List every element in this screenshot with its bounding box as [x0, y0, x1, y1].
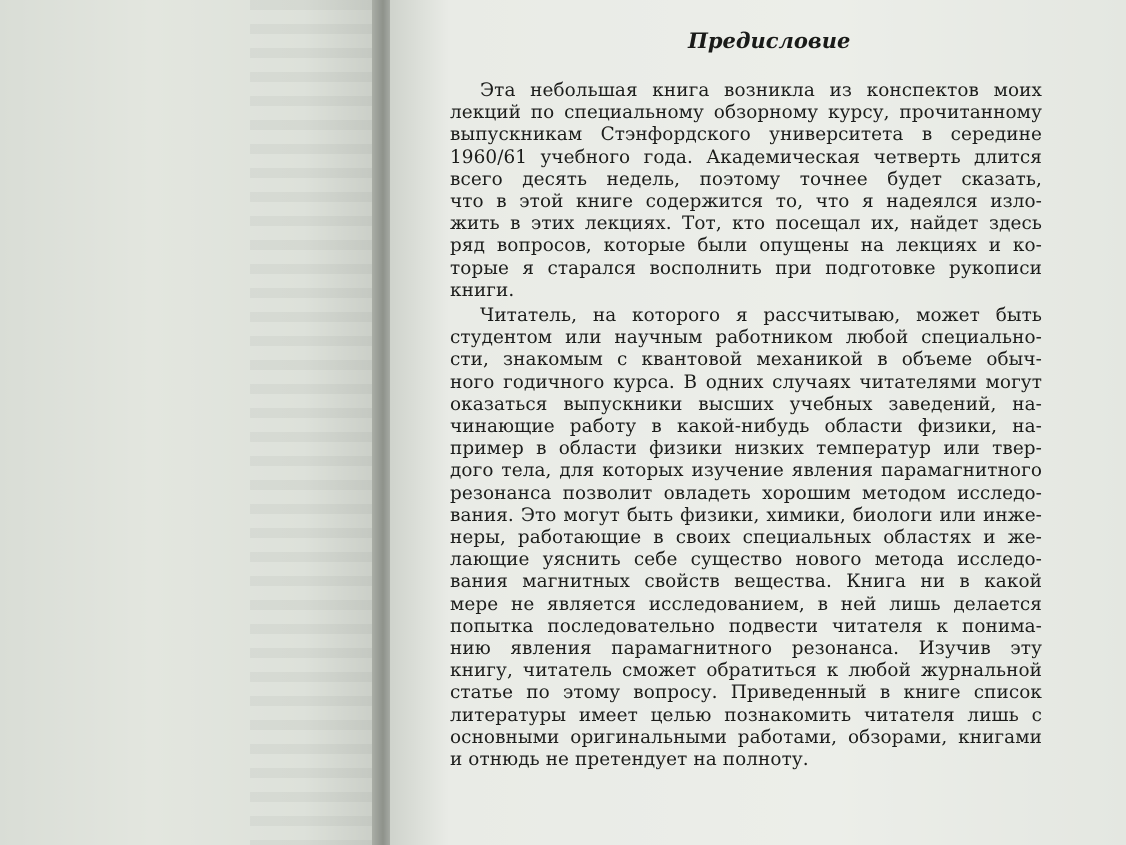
text-line: Эта небольшая книга возникла из конспектов моих — [480, 80, 1042, 101]
text-line: основными оригинальными работами, обзорами, книгами — [450, 726, 1042, 748]
text-line: ного годичного курса. В одних случаях читателями могут — [450, 371, 1042, 393]
text-line: мере не является исследованием, в ней лишь делается — [450, 593, 1042, 615]
text-line: резонанса позволит овладеть хорошим методом исследо- — [450, 482, 1042, 504]
show-through-text — [250, 0, 380, 845]
paragraph-1 — [450, 80, 1042, 302]
text-line: вания магнитных свойств вещества. Книга ни в какой — [450, 571, 1042, 593]
text-line: статье по этому вопросу. Приведенный в книге список — [450, 682, 1042, 704]
text-line: дого тела, для которых изучение явления парамагнитного — [450, 460, 1042, 482]
text-line: ряд вопросов, которые были опущены на лекциях и ко- — [450, 235, 1042, 257]
text-line: нию явления парамагнитного резонанса. Изучив эту — [450, 638, 1042, 660]
paragraph-2 — [450, 305, 1042, 771]
text-line: попытка последовательно подвести читателя к понима- — [450, 615, 1042, 637]
text-line: сти, знакомым с квантовой механикой в объеме обыч- — [450, 349, 1042, 371]
text-line: оказаться выпускники высших учебных заведений, на- — [450, 393, 1042, 415]
text-line: литературы имеет целью познакомить читателя лишь с — [450, 704, 1042, 726]
preface-heading: Предисловие — [688, 28, 851, 53]
text-line: всего десять недель, поэтому точнее будет сказать, — [450, 168, 1042, 190]
text-line: студентом или научным работником любой специально- — [450, 327, 1042, 349]
text-line: и отнюдь не претендует на полноту. — [450, 749, 809, 771]
text-line: вания. Это могут быть физики, химики, биологи или инже- — [450, 504, 1042, 526]
text-line: книги. — [450, 279, 515, 301]
text-line: торые я старался восполнить при подготовке рукописи — [450, 257, 1042, 279]
text-line: пример в области физики низких температур или твер- — [450, 438, 1042, 460]
text-line: 1960/61 учебного года. Академическая четверть длится — [450, 146, 1042, 168]
text-line: Читатель, на которого я рассчитываю, может быть — [480, 305, 1042, 327]
text-line: неры, работающие в своих специальных областях и же- — [450, 527, 1042, 549]
text-line: чинающие работу в какой-нибудь области физики, на- — [450, 416, 1042, 438]
text-line: что в этой книге содержится то, что я надеялся изло- — [450, 191, 1042, 213]
right-page — [390, 0, 1126, 845]
preface-text-block — [450, 26, 1042, 774]
text-line: лающие уяснить себе существо нового метода исследо- — [450, 549, 1042, 571]
left-page — [0, 0, 380, 845]
text-line: выпускникам Стэнфордского университета в середине — [450, 124, 1042, 146]
text-line: жить в этих лекциях. Тот, кто посещал их, найдет здесь — [450, 213, 1042, 235]
text-line: лекций по специальному обзорному курсу, прочитанному — [450, 102, 1042, 124]
text-line: книгу, читатель сможет обратиться к любой журнальной — [450, 660, 1042, 682]
